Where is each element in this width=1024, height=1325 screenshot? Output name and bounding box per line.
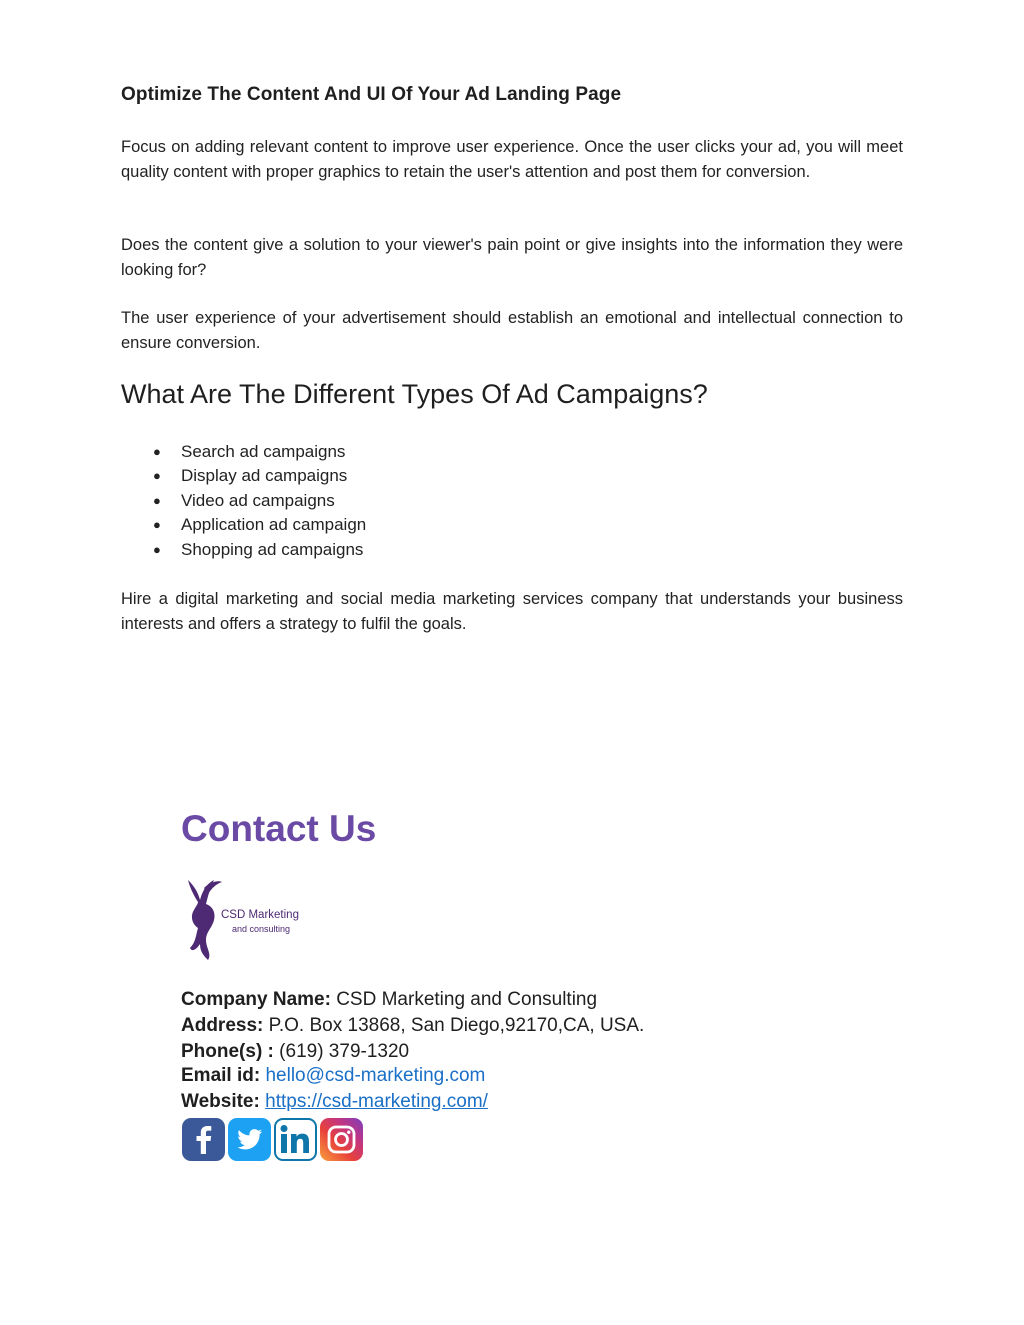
facebook-icon[interactable]: [182, 1118, 225, 1161]
closing-paragraph: Hire a digital marketing and social media marketing services company that understands your business interests and offers a strategy to fulfil the goals.: [121, 590, 903, 633]
contact-title: Contact Us: [181, 808, 377, 849]
bullet-icon: ●: [153, 517, 161, 533]
bullet-icon: ●: [153, 444, 161, 459]
list-item: [121, 513, 366, 537]
bullet-icon: ●: [153, 492, 161, 508]
company-logo: [184, 876, 314, 962]
list-item: [121, 464, 366, 488]
bullet-icon: ●: [153, 468, 161, 484]
campaigns-heading: What Are The Different Types Of Ad Campaigns?: [121, 379, 708, 409]
address-value: P.O. Box 13868, San Diego,92170,CA, USA.: [268, 1015, 645, 1036]
logo-name: CSD Marketing: [221, 909, 299, 921]
twitter-icon[interactable]: [228, 1118, 271, 1161]
phoenix-icon: [184, 876, 224, 962]
list-item: [121, 538, 366, 562]
linkedin-icon[interactable]: [274, 1118, 317, 1161]
campaign-list: [121, 440, 366, 562]
address-label: Address:: [181, 1015, 264, 1036]
website-label: Website:: [181, 1091, 260, 1112]
phone-value: (619) 379-1320: [279, 1041, 410, 1062]
bullet-icon: ●: [153, 541, 161, 557]
list-item-label: Search ad campaigns: [181, 442, 346, 461]
list-item-label: Video ad campaigns: [181, 490, 335, 510]
list-item: [121, 440, 366, 464]
phone-label: Phone(s) :: [181, 1041, 274, 1062]
website-row: [181, 1090, 488, 1114]
paragraph: Does the content give a solution to your viewer's pain point or give insights into the information they were looking for?: [121, 236, 903, 279]
website-link[interactable]: https://csd-marketing.com/: [265, 1091, 488, 1112]
phone-row: [181, 1040, 409, 1064]
list-item: [121, 489, 366, 513]
company-name-row: [181, 988, 597, 1012]
email-link[interactable]: hello@csd-marketing.com: [265, 1065, 486, 1086]
list-item-label: Display ad campaigns: [181, 466, 348, 486]
list-item-label: Shopping ad campaigns: [181, 539, 364, 559]
company-name-label: Company Name:: [181, 989, 331, 1010]
address-row: [181, 1014, 644, 1038]
email-label: Email id:: [181, 1065, 261, 1086]
list-item-label: Application ad campaign: [181, 515, 367, 535]
email-row: [181, 1064, 485, 1088]
paragraph: The user experience of your advertisement should establish an emotional and intellectual connection to ensure conversion.: [121, 309, 903, 352]
section-heading: Optimize The Content And UI Of Your Ad Landing Page: [121, 84, 622, 105]
paragraph: Focus on adding relevant content to improve user experience. Once the user clicks your ad, you will meet quality content with proper graphics to retain the user's attention and post them for conversion.: [121, 138, 903, 181]
company-name-value: CSD Marketing and Consulting: [336, 989, 598, 1010]
instagram-icon[interactable]: [320, 1118, 363, 1161]
logo-tagline: and consulting: [232, 924, 291, 934]
